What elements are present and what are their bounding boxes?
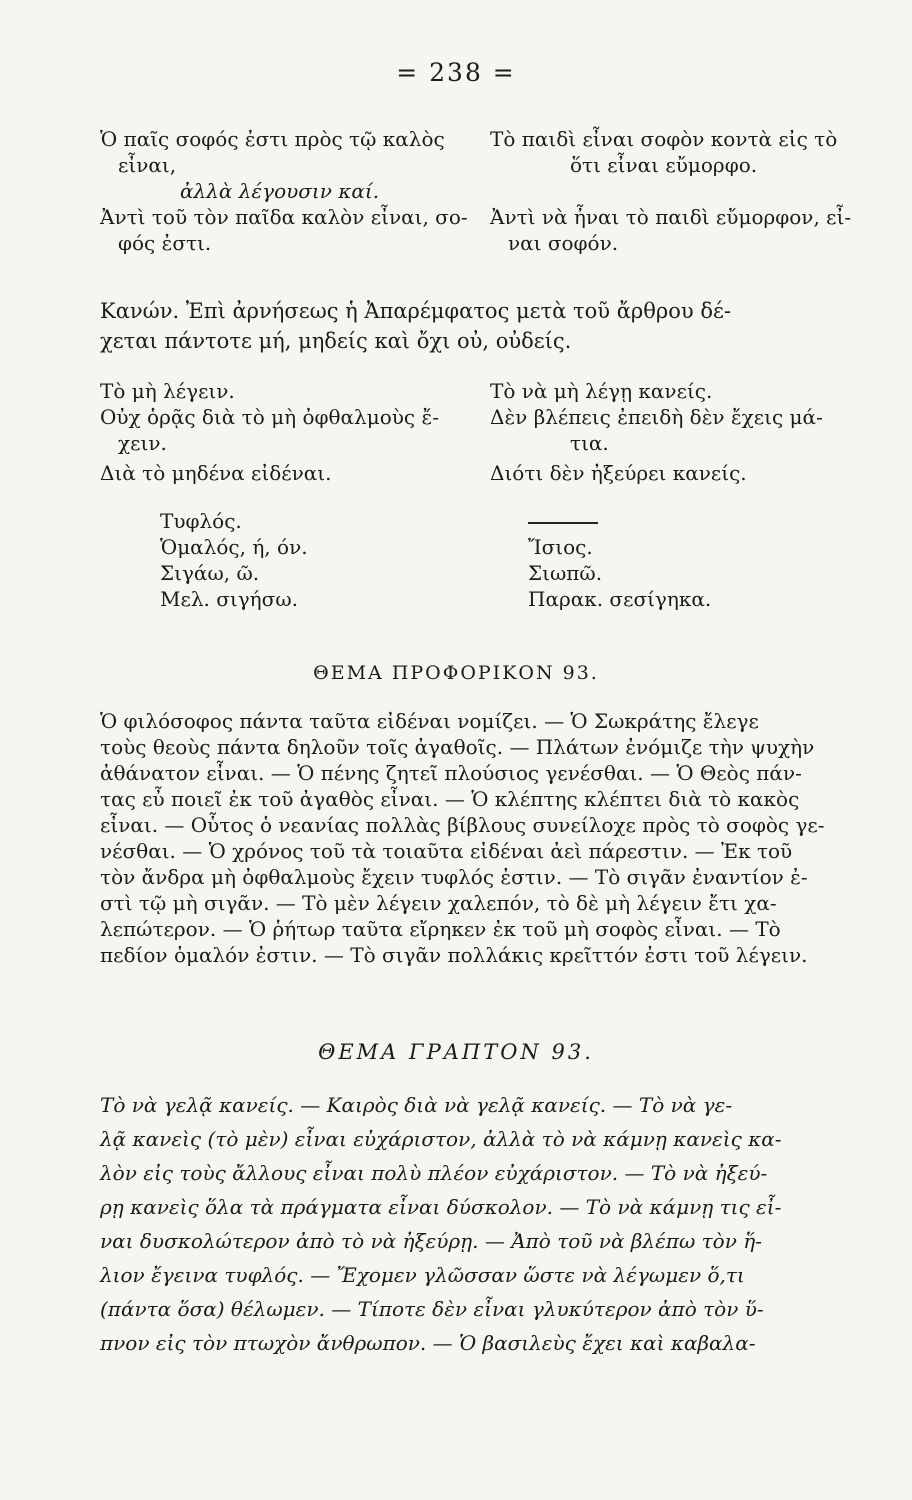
rule-line: χεται πάντοτε μή, μηδείς καὶ ὄχι οὐ, οὐδείς. xyxy=(100,329,572,353)
vocab-dash xyxy=(528,508,860,534)
dash-rule xyxy=(528,522,598,524)
example-left: Ἀντὶ τοῦ τὸν παῖδα καλὸν εἶναι, σο- xyxy=(100,205,468,229)
vocab-word: Τυφλός. xyxy=(160,509,242,533)
vocab-right xyxy=(490,508,860,612)
right-column xyxy=(490,126,860,256)
example-left: φός ἐστι. xyxy=(118,231,212,255)
vocabulary-columns xyxy=(100,508,860,612)
text-line: τοὺς θεοὺς πάντα δηλοῦν τοῖς ἀγαθοῖς. — Πλάτων ἐνόμιζε τὴν ψυχὴν xyxy=(100,735,815,759)
example-right: ὅτι εἶναι εὔμορφο. xyxy=(570,153,758,177)
example-right xyxy=(490,178,860,204)
example-right: Τὸ νὰ μὴ λέγῃ κανείς. xyxy=(490,379,713,403)
right-column xyxy=(490,378,860,486)
text-line: Τὸ νὰ γελᾷ κανείς. — Καιρὸς διὰ νὰ γελᾷ κανείς. — Τὸ νὰ γε- xyxy=(100,1093,733,1117)
text-line: πεδίον ὁμαλόν ἐστιν. — Τὸ σιγᾶν πολλάκις κρεῖττόν ἐστι τοῦ λέγειν. xyxy=(100,943,808,967)
vocab-word: Σιωπῶ. xyxy=(528,561,603,585)
text-line: ναι δυσκολώτερον ἀπὸ τὸ νὰ ἠξεύρῃ. — Ἀπὸ τοῦ νὰ βλέπω τὸν ἥ- xyxy=(100,1229,762,1253)
example-right: Ἀντὶ νὰ ἦναι τὸ παιδὶ εὔμορφον, εἶ- xyxy=(490,205,852,229)
example-right: ναι σοφόν. xyxy=(508,231,619,255)
text-line: ρῃ κανεὶς ὅλα τὰ πράγματα εἶναι δύσκολον. — Τὸ νὰ κάμνῃ τις εἶ- xyxy=(100,1195,782,1219)
text-line: τὸν ἄνδρα μὴ ὀφθαλμοὺς ἔχειν τυφλός ἐστιν. — Τὸ σιγᾶν ἐναντίον ἐ- xyxy=(100,865,808,889)
example-columns-1 xyxy=(100,126,860,256)
rule-block xyxy=(100,296,860,356)
left-column xyxy=(100,378,490,486)
example-right: Τὸ παιδὶ εἶναι σοφὸν κοντὰ εἰς τὸ xyxy=(490,127,838,151)
text-line: λᾷ κανεὶς (τὸ μὲν) εἶναι εὐχάριστον, ἀλλὰ τὸ νὰ κάμνῃ κανεὶς κα- xyxy=(100,1127,782,1151)
text-line: λιον ἔγεινα τυφλός. — Ἔχομεν γλῶσσαν ὥστε νὰ λέγωμεν ὅ,τι xyxy=(100,1263,745,1287)
example-left: Οὐχ ὁρᾷς διὰ τὸ μὴ ὀφθαλμοὺς ἔ- xyxy=(100,405,439,429)
text-line: λὸν εἰς τοὺς ἄλλους εἶναι πολὺ πλέον εὐχάριστον. — Τὸ νὰ ἠξεύ- xyxy=(100,1161,768,1185)
section-heading-written: ΘΕΜΑ ΓΡΑΠΤΟΝ 93. xyxy=(318,1040,594,1064)
vocab-word: Ἴσιος. xyxy=(528,535,593,559)
oral-exercise-paragraph xyxy=(100,708,860,968)
example-right: τια. xyxy=(570,431,609,455)
text-line: ἀθάνατον εἶναι. — Ὁ πένης ζητεῖ πλούσιος γενέσθαι. — Ὁ Θεὸς πάν- xyxy=(100,761,802,785)
vocab-word: Ὁμαλός, ή, όν. xyxy=(160,535,308,559)
example-left: ἀλλὰ λέγουσιν καί. xyxy=(180,179,380,203)
example-left: Διὰ τὸ μηδένα εἰδέναι. xyxy=(100,461,332,485)
example-left: Τὸ μὴ λέγειν. xyxy=(100,379,235,403)
page-number: = 238 = xyxy=(396,58,516,87)
example-left: Ὁ παῖς σοφός ἐστι πρὸς τῷ καλὸς xyxy=(100,127,445,151)
example-right: Διότι δὲν ἠξεύρει κανείς. xyxy=(490,461,747,485)
text-line: τας εὖ ποιεῖ ἐκ τοῦ ἀγαθὸς εἶναι. — Ὁ κλέπτης κλέπτει διὰ τὸ κακὸς xyxy=(100,787,800,811)
left-column xyxy=(100,126,490,256)
vocab-word: Παρακ. σεσίγηκα. xyxy=(528,587,712,611)
vocab-word: Μελ. σιγήσω. xyxy=(160,587,298,611)
example-columns-2 xyxy=(100,378,860,486)
vocab-word: Σιγάω, ῶ. xyxy=(160,561,260,585)
text-line: εἶναι. — Οὗτος ὁ νεανίας πολλὰς βίβλους συνείλοχε πρὸς τὸ σοφὸς γε- xyxy=(100,813,825,837)
text-line: πνον εἰς τὸν πτωχὸν ἄνθρωπον. — Ὁ βασιλεὺς ἔχει καὶ καβαλα- xyxy=(100,1331,756,1355)
vocab-left xyxy=(100,508,490,612)
example-right: Δὲν βλέπεις ἐπειδὴ δὲν ἔχεις μά- xyxy=(490,405,823,429)
section-heading-oral: ΘΕΜΑ ΠΡΟΦΟΡΙΚΟΝ 93. xyxy=(313,662,599,684)
text-line: λεπώτερον. — Ὁ ῥήτωρ ταῦτα εἴρηκεν ἐκ τοῦ μὴ σοφὸς εἶναι. — Τὸ xyxy=(100,917,781,941)
written-exercise-paragraph xyxy=(100,1088,860,1360)
text-line: στὶ τῷ μὴ σιγᾶν. — Τὸ μὲν λέγειν χαλεπόν, τὸ δὲ μὴ λέγειν ἔτι χα- xyxy=(100,891,777,915)
example-left: εἶναι, xyxy=(118,153,177,177)
text-line: Ὁ φιλόσοφος πάντα ταῦτα εἰδέναι νομίζει. — Ὁ Σωκράτης ἔλεγε xyxy=(100,709,759,733)
example-left: χειν. xyxy=(118,431,167,455)
text-line: (πάντα ὅσα) θέλωμεν. — Τίποτε δὲν εἶναι γλυκύτερον ἀπὸ τὸν ὕ- xyxy=(100,1297,764,1321)
text-line: νέσθαι. — Ὁ χρόνος τοῦ τὰ τοιαῦτα εἰδέναι ἀεὶ πάρεστιν. — Ἐκ τοῦ xyxy=(100,839,793,863)
rule-line: Κανών. Ἐπὶ ἀρνήσεως ἡ Ἀπαρέμφατος μετὰ τοῦ ἄρθρου δέ- xyxy=(100,299,731,323)
